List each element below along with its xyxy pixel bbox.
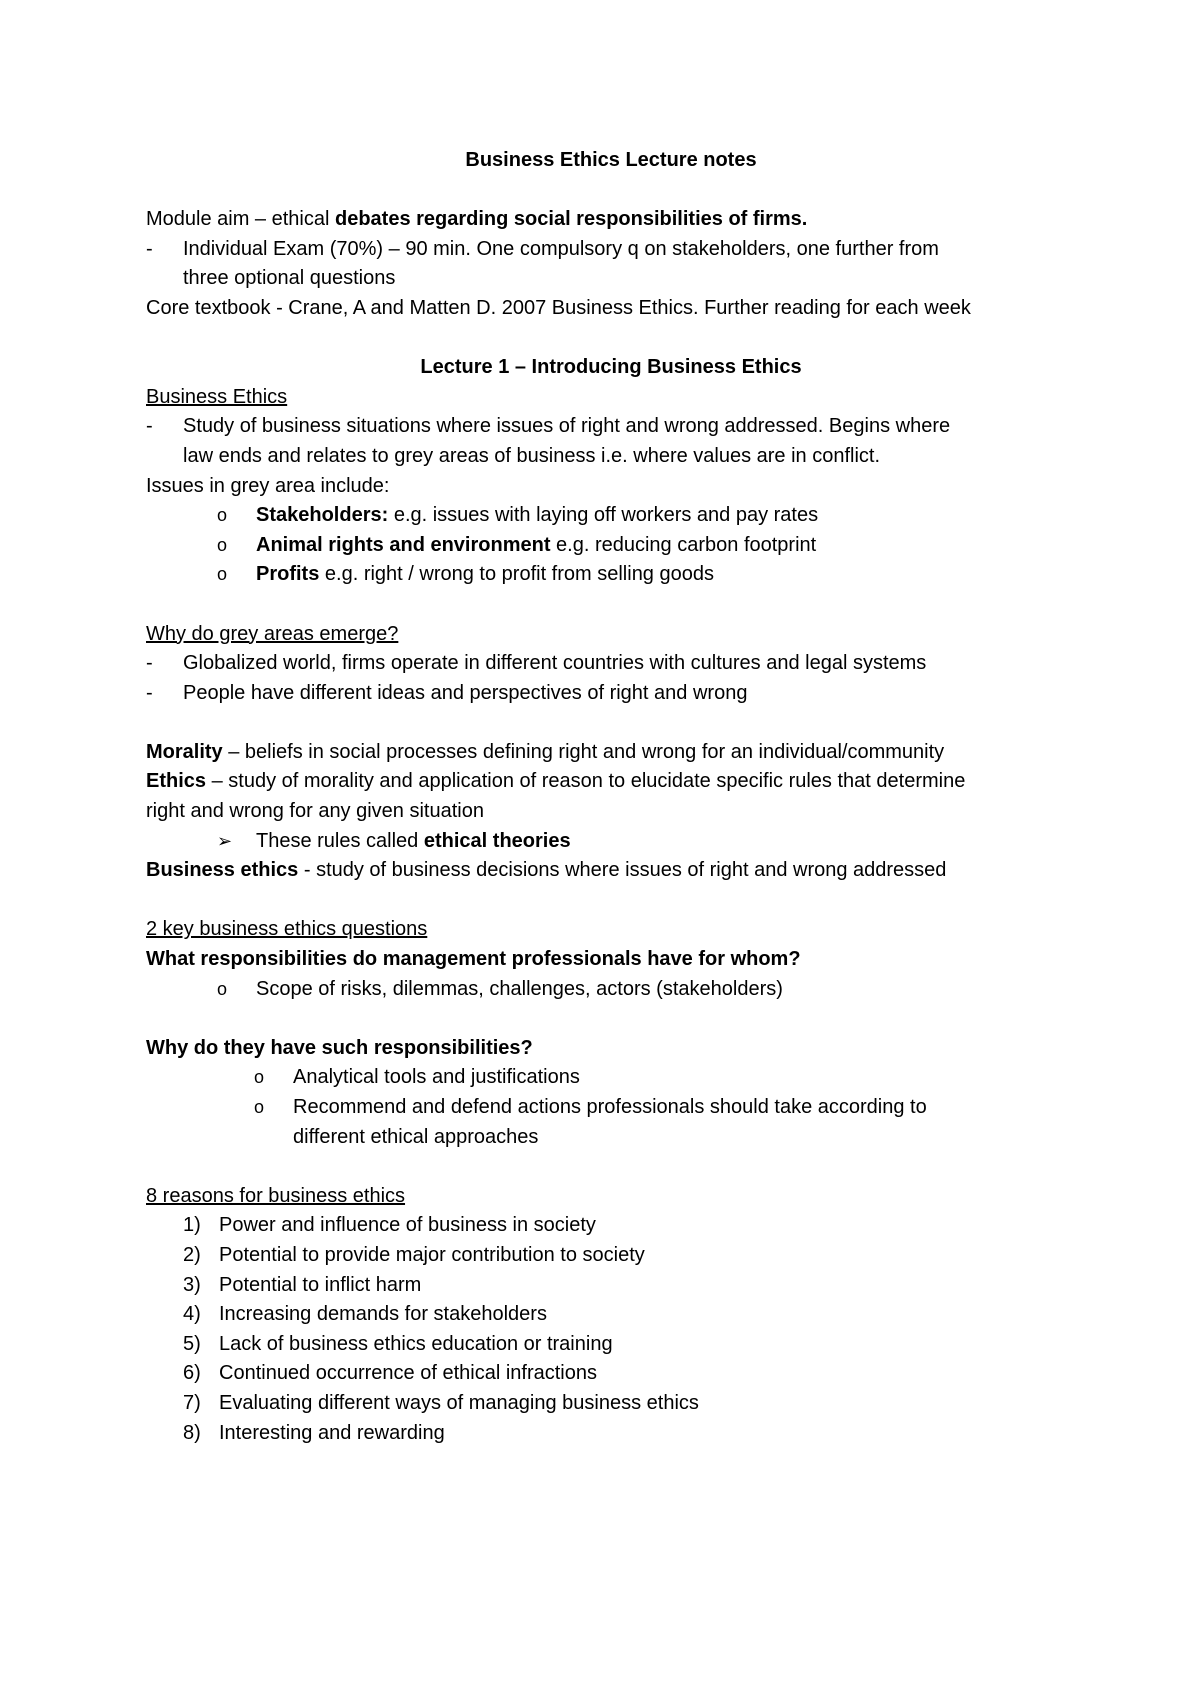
reason-text: Lack of business ethics education or training	[219, 1332, 613, 1355]
bullet-marker: o	[254, 1067, 265, 1088]
ethics-def-line1: – study of morality and application of reason to elucidate specific rules that determine	[206, 770, 966, 793]
question-2-item-text-line1: Recommend and defend actions professionals should take according to	[293, 1096, 927, 1118]
dash-marker: -	[146, 681, 153, 704]
document-page	[146, 146, 1076, 1448]
bullet-marker: o	[254, 1097, 265, 1117]
bizethics-def: - study of business decisions where issues of right and wrong addressed	[298, 859, 947, 882]
reason-item	[146, 1241, 1076, 1271]
reason-number: 3)	[183, 1273, 201, 1296]
exam-text-line1: Individual Exam (70%) – 90 min. One compulsory q on stakeholders, one further from	[183, 237, 939, 260]
reason-number: 6)	[183, 1362, 201, 1385]
reasons-heading: 8 reasons for business ethics	[146, 1184, 406, 1207]
grey-issue-item	[146, 531, 1076, 561]
reason-text: Increasing demands for stakeholders	[219, 1303, 547, 1326]
question-2-item	[146, 1093, 1076, 1152]
grey-issue-item	[146, 560, 1076, 590]
reason-item	[146, 1211, 1076, 1241]
question-1-item-text: Scope of risks, dilemmas, challenges, actors (stakeholders)	[256, 977, 783, 1000]
arrow-bullet-icon: ➢	[217, 830, 233, 851]
why-grey-item	[146, 649, 1076, 679]
bizethics-term: Business ethics	[146, 859, 299, 882]
reason-number: 5)	[183, 1332, 201, 1355]
spacer	[146, 324, 1076, 354]
reason-number: 8)	[183, 1421, 201, 1444]
reason-text: Power and influence of business in society	[219, 1214, 596, 1237]
spacer	[146, 590, 1076, 620]
definition-line2: law ends and relates to grey areas of business i.e. where values are in conflict.	[183, 444, 881, 467]
reason-number: 4)	[183, 1303, 201, 1326]
grey-issue-term: Animal rights and environment	[256, 533, 551, 556]
reason-item	[146, 1300, 1076, 1330]
reason-number: 1)	[183, 1214, 201, 1237]
reason-text: Continued occurrence of ethical infractions	[219, 1362, 597, 1385]
spacer	[146, 708, 1076, 738]
rules-prefix: These rules called	[256, 829, 424, 852]
business-ethics-definition	[146, 856, 1076, 886]
morality-term: Morality	[146, 740, 223, 763]
reason-item	[146, 1271, 1076, 1301]
bullet-marker: o	[217, 534, 228, 555]
reason-text: Potential to inflict harm	[219, 1273, 422, 1296]
module-aim-bold: debates regarding social responsibilities of firms.	[334, 208, 808, 231]
grey-issue-item	[146, 501, 1076, 531]
reason-number: 7)	[183, 1391, 201, 1414]
reason-item	[146, 1359, 1076, 1389]
dash-marker: -	[146, 237, 153, 260]
ethics-definition	[146, 767, 1076, 797]
question-2-item-text-line2: different ethical approaches	[293, 1125, 539, 1148]
question-1-item	[146, 975, 1076, 1005]
spacer	[146, 1004, 1076, 1034]
lecture-heading: Lecture 1 – Introducing Business Ethics	[420, 356, 802, 379]
reason-item	[146, 1330, 1076, 1360]
grey-area-intro: Issues in grey area include:	[146, 474, 390, 497]
reason-item	[146, 1389, 1076, 1419]
exam-item	[146, 235, 1076, 294]
core-textbook: Core textbook - Crane, A and Matten D. 2007 Business Ethics. Further reading for each week	[146, 296, 971, 319]
why-grey-text: People have different ideas and perspectives of right and wrong	[183, 681, 748, 704]
grey-issue-text: e.g. issues with laying off workers and pay rates	[388, 504, 819, 527]
question-2: Why do they have such responsibilities?	[146, 1036, 533, 1059]
rules-item	[146, 827, 1076, 857]
why-grey-text: Globalized world, firms operate in different countries with cultures and legal systems	[183, 652, 927, 675]
rules-bold: ethical theories	[423, 829, 571, 852]
ethics-term: Ethics	[146, 770, 207, 793]
grey-issue-term: Stakeholders:	[256, 504, 389, 527]
grey-issue-term: Profits	[256, 563, 320, 586]
bullet-marker: o	[217, 564, 228, 585]
ethics-def-line2: right and wrong for any given situation	[146, 800, 484, 823]
why-grey-item	[146, 679, 1076, 709]
business-ethics-heading: Business Ethics	[146, 385, 288, 408]
morality-definition	[146, 738, 1076, 768]
spacer	[146, 1152, 1076, 1182]
bullet-marker: o	[217, 505, 228, 526]
definition-line1: Study of business situations where issues of right and wrong addressed. Begins where	[183, 415, 951, 438]
bullet-marker: o	[217, 978, 228, 999]
dash-marker: -	[146, 652, 153, 675]
spacer	[146, 886, 1076, 916]
definition-item	[146, 412, 1076, 471]
reason-number: 2)	[183, 1243, 201, 1266]
question-2-item-text: Analytical tools and justifications	[293, 1066, 580, 1089]
grey-issue-text: e.g. reducing carbon footprint	[550, 533, 817, 556]
grey-issue-text: e.g. right / wrong to profit from selling goods	[319, 563, 714, 586]
reason-item	[146, 1419, 1076, 1449]
document-title: Business Ethics Lecture notes	[465, 149, 757, 171]
dash-marker: -	[146, 415, 153, 438]
why-grey-heading: Why do grey areas emerge?	[146, 622, 399, 645]
question-2-item	[146, 1063, 1076, 1093]
reason-text: Potential to provide major contribution to society	[219, 1243, 645, 1266]
exam-text-line2: three optional questions	[183, 267, 396, 290]
module-aim	[146, 205, 1076, 235]
reason-text: Interesting and rewarding	[219, 1421, 445, 1444]
key-questions-heading: 2 key business ethics questions	[146, 918, 428, 941]
morality-def: – beliefs in social processes defining right and wrong for an individual/community	[222, 740, 945, 763]
reason-text: Evaluating different ways of managing business ethics	[219, 1391, 699, 1414]
module-aim-prefix: Module aim – ethical	[146, 208, 335, 231]
spacer	[146, 176, 1076, 206]
question-1: What responsibilities do management professionals have for whom?	[146, 948, 801, 971]
